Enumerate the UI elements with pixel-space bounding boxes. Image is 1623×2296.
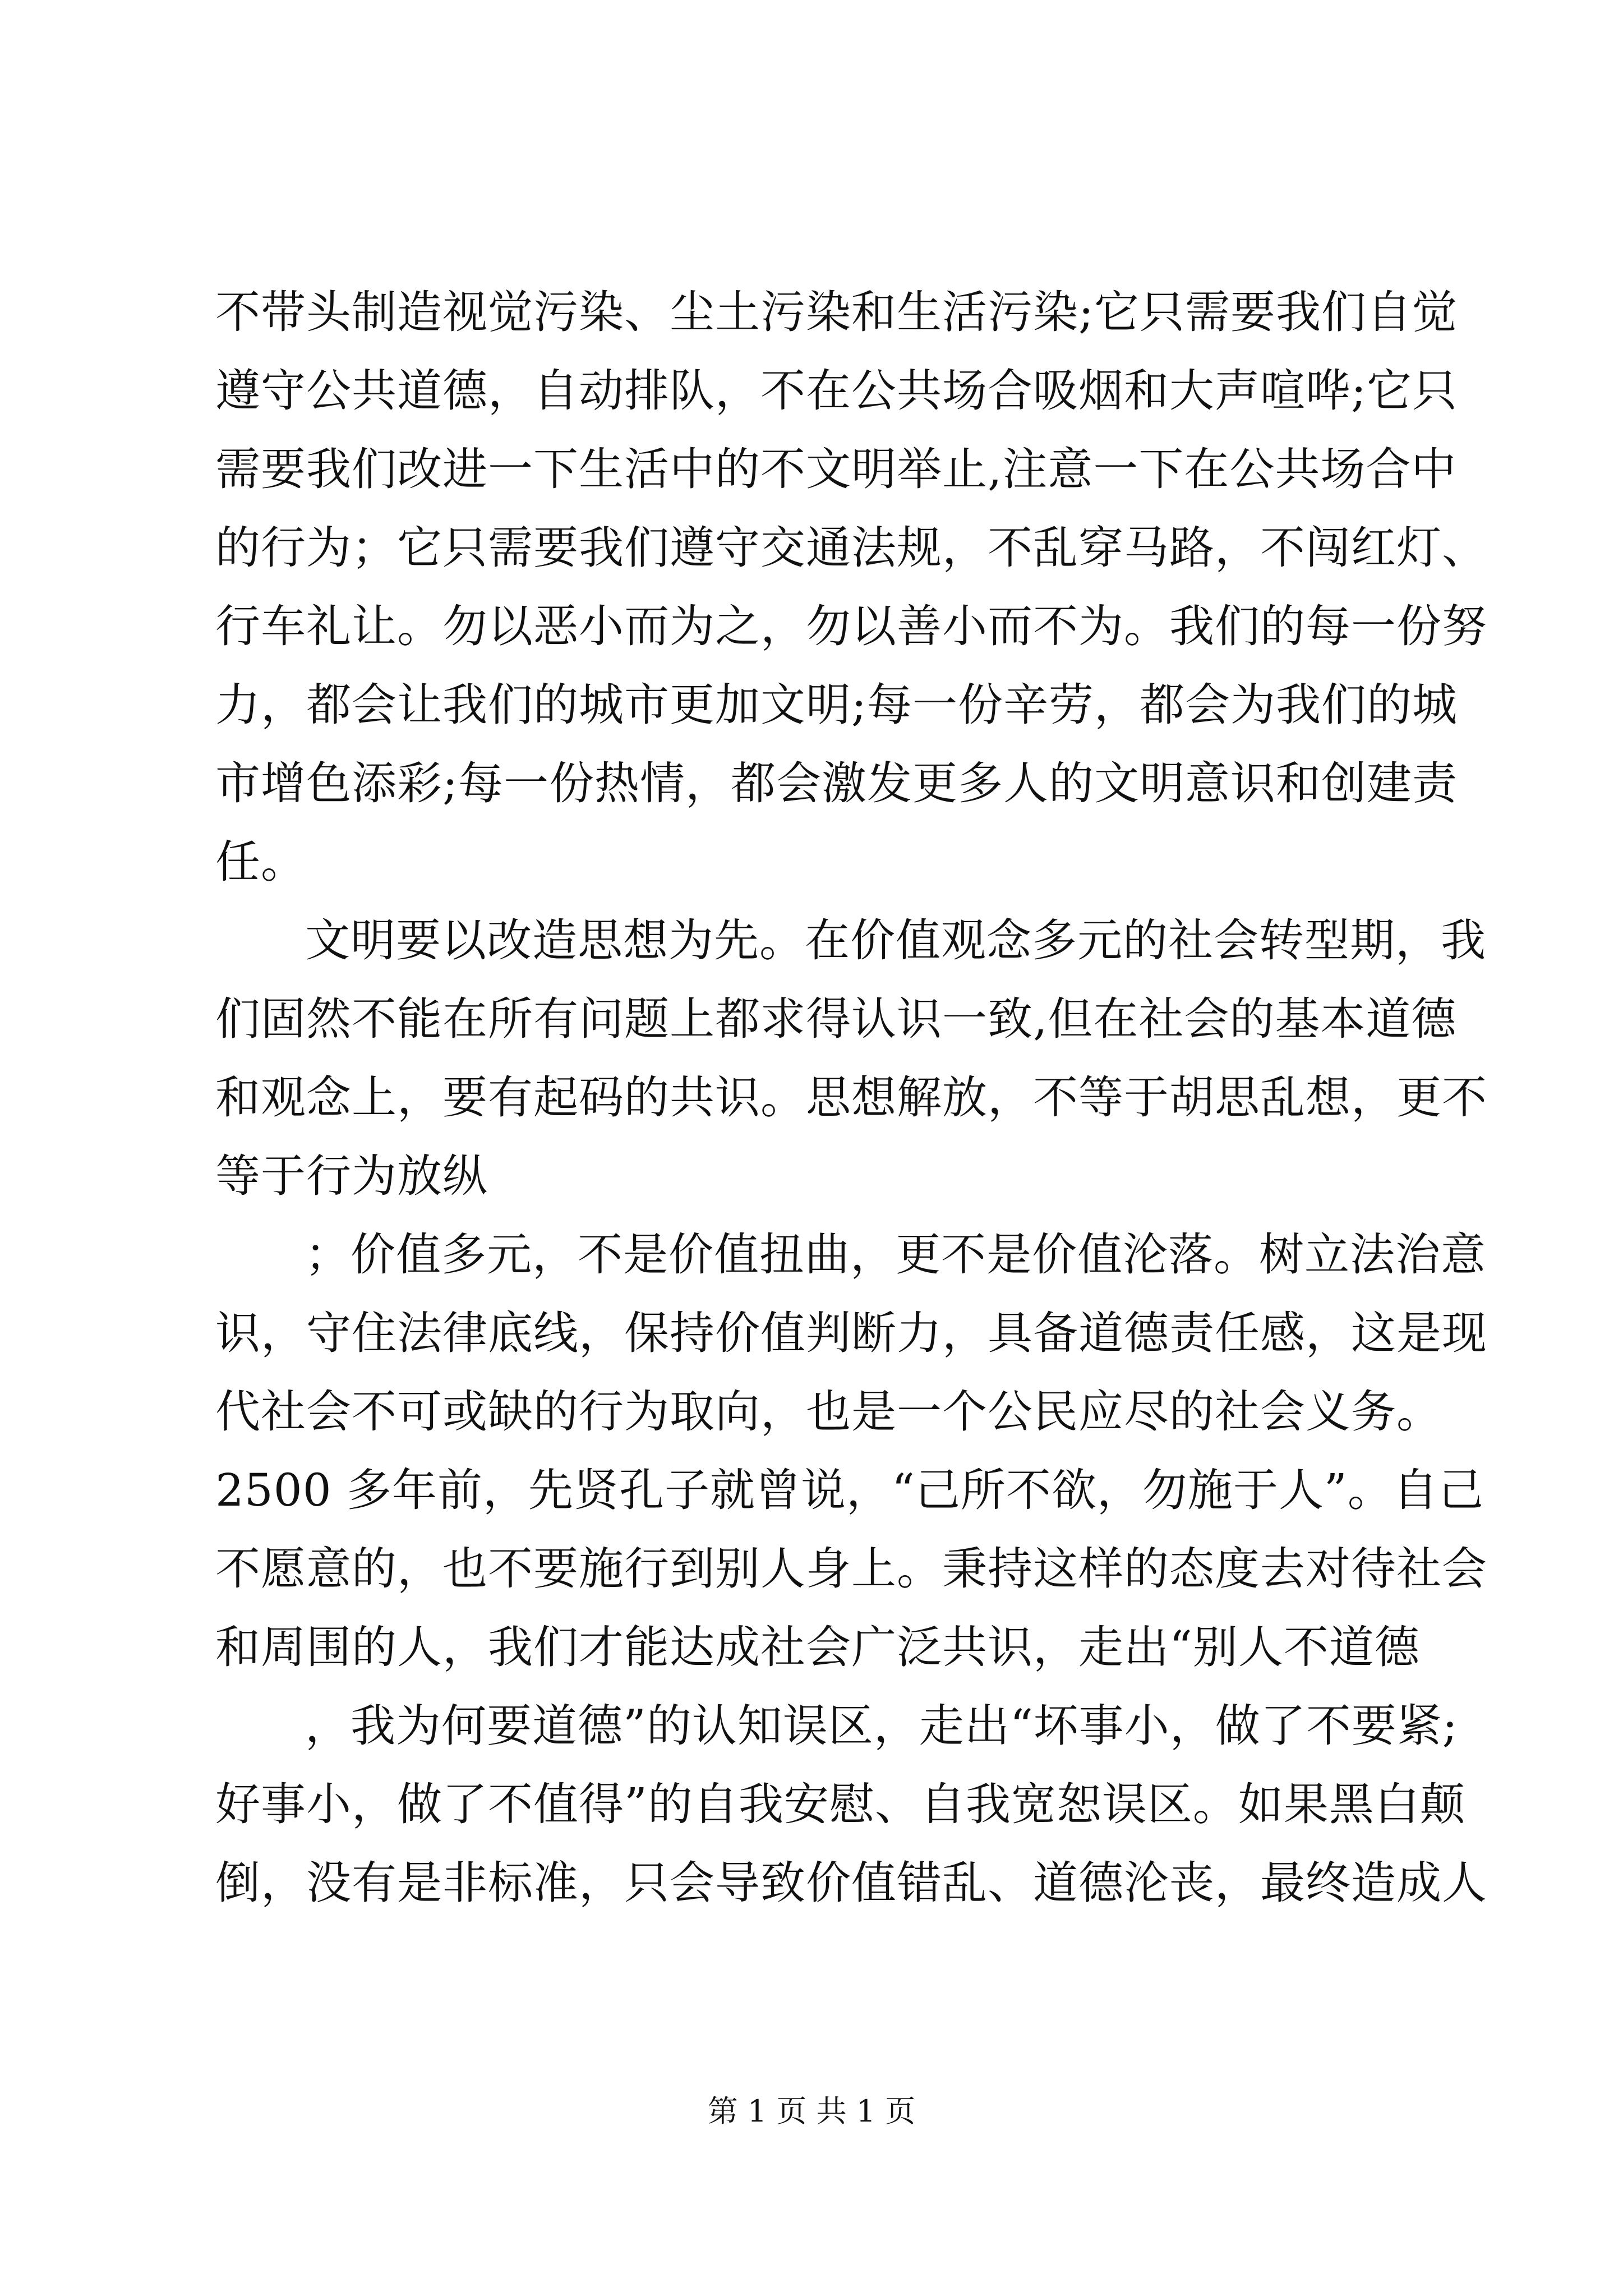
text-line: 市增色添彩;每一份热情，都会激发更多人的文明意识和创建责 bbox=[215, 757, 1458, 809]
paragraph-start-line: 文明要以改造思想为先。在价值观念多元的社会转型期，我 bbox=[305, 914, 1486, 967]
text-line: 力，都会让我们的城市更加文明;每一份辛劳，都会为我们的城 bbox=[215, 679, 1458, 731]
text-line: 代社会不可或缺的行为取向，也是一个公民应尽的社会义务。 bbox=[215, 1386, 1442, 1438]
text-line: 遵守公共道德，自动排队，不在公共场合吸烟和大声喧哗;它只 bbox=[215, 365, 1458, 417]
text-line: 倒，没有是非标准，只会导致价值错乱、道德沦丧，最终造成人 bbox=[215, 1857, 1487, 1909]
paragraph-start-line: ；价值多元，不是价值扭曲，更不是价值沦落。树立法治意 bbox=[305, 1228, 1486, 1281]
text-line: 和周围的人，我们才能达成社会广泛共识，走出“别人不道德 bbox=[215, 1621, 1420, 1673]
text-line: 需要我们改进一下生活中的不文明举止,注意一下在公共场合中 bbox=[215, 443, 1457, 495]
text-line: 任。 bbox=[215, 836, 306, 888]
paragraph-start-line: ，我为何要道德”的认知误区，走出“坏事小，做了不要紧; bbox=[305, 1700, 1458, 1752]
text-line: 好事小，做了不值得”的自我安慰、自我宽恕误区。如果黑白颠 bbox=[215, 1778, 1465, 1830]
text-line: 和观念上，要有起码的共识。思想解放，不等于胡思乱想，更不 bbox=[215, 1071, 1487, 1124]
document-body bbox=[215, 273, 1487, 1922]
text-line: 2500 多年前，先贤孔子就曾说，“己所不欲，勿施于人”。自己 bbox=[215, 1464, 1484, 1516]
text-line: 不带头制造视觉污染、尘土污染和生活污染;它只需要我们自觉 bbox=[215, 286, 1458, 338]
text-line: 们固然不能在所有问题上都求得认识一致,但在社会的基本道德 bbox=[215, 993, 1457, 1045]
text-line: 行车礼让。勿以恶小而为之，勿以善小而不为。我们的每一份努 bbox=[215, 600, 1487, 652]
text-line: 的行为；它只需要我们遵守交通法规，不乱穿马路，不闯红灯、 bbox=[215, 522, 1487, 574]
page-number-footer: 第 1 页 共 1 页 bbox=[707, 2093, 916, 2129]
text-line: 识，守住法律底线，保持价值判断力，具备道德责任感，这是现 bbox=[215, 1307, 1487, 1359]
text-line: 等于行为放纵 bbox=[215, 1150, 488, 1202]
text-line: 不愿意的，也不要施行到别人身上。秉持这样的态度去对待社会 bbox=[215, 1543, 1487, 1595]
